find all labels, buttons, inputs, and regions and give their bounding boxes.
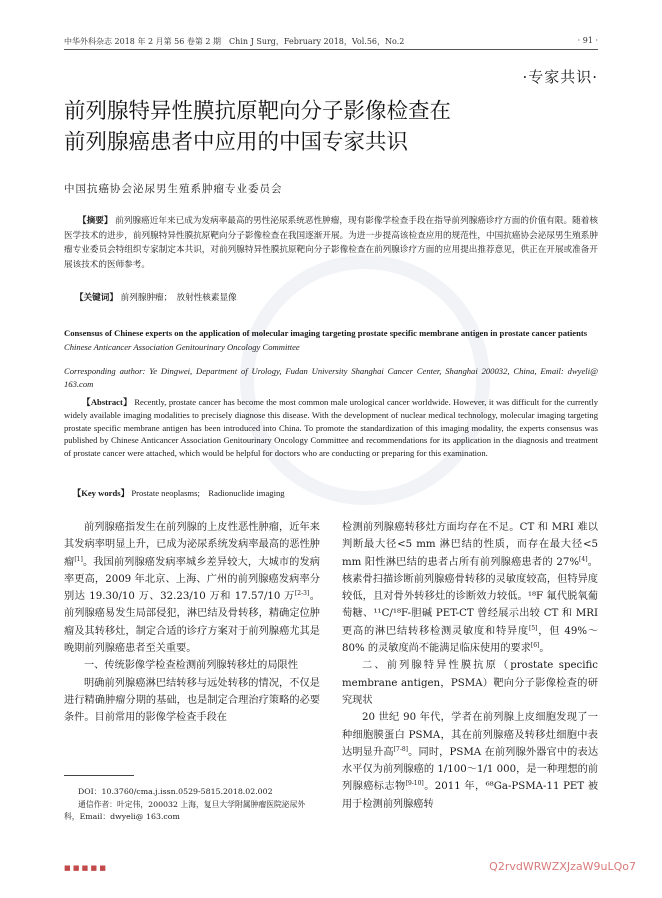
abstract-label: 【摘要】 [78,216,113,226]
journal-citation: 中华外科杂志 2018 年 2 月第 56 卷第 2 期 Chin J Surg，February 2018，Vol.56，No.2 [64,37,405,46]
citation: [1] [74,555,83,563]
authors: 中国抗癌协会泌尿男生殖系肿瘤专业委员会 [64,183,283,195]
keywords-label: 【关键词】 [74,293,118,303]
citation: [9-10] [405,780,424,788]
body-column-left [64,519,320,727]
english-keywords-label: 【Key words】 [72,488,130,498]
paragraph: 前列腺癌指发生在前列腺的上皮性恶性肿瘤，近年来其发病率明显上升，已成为泌尿系统发病率最高的恶性肿瘤[1]。我国前列腺癌发病率城乡差异较大，大城市的发病率更高，2009 年北京、上海、广州的前列腺癌发病率分别达 19.30/10 万、32.23/10 万和 17.57/10 万[2-3]。前列腺癌易发生局部侵犯，淋巴结及骨转移，精确定位肿瘤及其转移灶，制定合适的诊疗方案对于前列腺癌尤其是晚期前列腺癌患者至关重要。 [64,522,320,655]
citation: [6] [530,642,540,650]
english-abstract [64,396,598,460]
publisher-logo: ■ ■ ■ ■ ■ [64,864,106,872]
paragraph: 明确前列腺癌淋巴结转移与远处转移的情况，不仅是进行精确肿瘤分期的基础，也是制定合理治疗策略的必要条件。目前常用的影像学检查手段在 [64,677,320,724]
english-abstract-label: 【Abstract】 [82,397,132,407]
english-title-text: Consensus of Chinese experts on the application of molecular imaging targeting prostate specific membrane antigen in prostate cancer patients [64,328,588,338]
doi: DOI：10.3760/cma.j.issn.0529-5815.2018.02.002 [78,787,273,796]
title-line-1: 前列腺特异性膜抗原靶向分子影像检查在 [64,99,452,124]
page-number: · 91 · [577,36,598,45]
running-header [64,36,598,47]
citation: [7-8] [393,745,409,753]
corresponding-note: 通信作者：叶定伟，200032 上海，复旦大学附属肿瘤医院泌尿外科，Email：dwyeli@ 163.com [64,799,306,821]
english-keywords-text: Prostate neoplasms; Radionuclide imaging [131,488,285,498]
citation: [2-3] [294,590,310,598]
english-committee: Chinese Anticancer Association Genitourinary Oncology Committee [64,341,300,352]
citation: [5] [529,624,538,632]
paragraph: 检测前列腺癌转移灶方面均存在不足。CT 和 MRI 难以判断最大径<5 mm 淋巴结的性质，而存在最大径<5 mm 阳性淋巴结的患者占所有前列腺癌患者的 27%[4]。核素骨扫描诊断前列腺癌骨转移的灵敏度较高，但特异度较低，且对骨外转移灶的诊断效力较低。¹⁸F 氟代脱氧葡萄糖、¹¹C/¹⁸F-胆碱 PET-CT 曾经展示出较 CT 和 MRI 更高的淋巴结转移检测灵敏度和特异度[5]，但 49%～80% 的灵敏度尚不能满足临床使用的要求[6]。 [342,522,599,655]
body-column-right [342,519,598,813]
paragraph: 20 世纪 90 年代，学者在前列腺上皮细胞发现了一种细胞膜蛋白 PSMA，其在前列腺癌及转移灶细胞中表达明显升高[7-8]。同时，PSMA 在前列腺外器官中的表达水平仅为前列腺癌的 1/100～1/1 000，是一种理想的前列腺癌标志物[9-10]。2011 年，⁶⁸Ga-PSMA-11 PET 被用于检测前列腺癌转 [342,712,599,810]
chinese-keywords [64,291,237,303]
citation: [4] [579,555,588,563]
english-title [64,327,598,354]
article-title [64,96,598,158]
footer-code: Q2rvdWRWZXJzaW9uLQo7 [489,860,636,873]
section-heading: 一、传统影像学检查检测前列腺转移灶的局限性 [84,660,298,672]
footnote [64,786,320,824]
abstract-text: 前列腺癌近年来已成为发病率最高的男性泌尿系统恶性肿瘤，现有影像学检查手段在指导前列腺癌诊疗方面的价值有限。随着核医学技术的进步，前列腺特异性膜抗原靶向分子影像检查在我国逐渐开展。为进一步提高该检查应用的规范性，中国抗癌协会泌尿男生殖系肿瘤专业委员会特组织专家制定本共识，对前列腺特异性膜抗原靶向分子影像检查在前列腺诊疗方面的应用提出推荐意见，供正在开展或准备开展该技术的医师参考。 [64,216,598,270]
english-keywords [64,487,285,499]
keywords-text: 前列腺肿瘤； 放射性核素显像 [120,293,237,303]
section-heading: 二、前列腺特异性膜抗原（prostate specific membrane antigen，PSMA）靶向分子影像检查的研究现状 [342,660,598,706]
header-rule [64,49,598,50]
column-label: ·专家共识· [522,68,598,86]
corresponding-author: Corresponding author: Ye Dingwei, Department of Urology, Fudan University Shanghai Cancer Center, Shanghai 200032, China, Email: dwyeli@ 163.com [64,366,598,389]
chinese-abstract [64,214,598,272]
title-line-2: 前列腺癌患者中应用的中国专家共识 [64,130,409,155]
english-abstract-text: Recently, prostate cancer has become the most common male urological cancer worldwide. However, it was difficult for the currently widely available imaging modalities to precisely diagnose this disease. With the development of nuclear medical technology, molecular imaging targeting prostate specific membrane antigen has been introduced into China. To promote the standardization of this imaging modality, the experts consensus was published by Chinese Anticancer Association Genitourinary Oncology Committee and recommendations for its application in the diagnosis and treatment of prostate cancer were attached, which would be helpful for doctors who are conducting or preparing for this examination. [64,397,598,459]
footnote-rule [64,775,134,776]
